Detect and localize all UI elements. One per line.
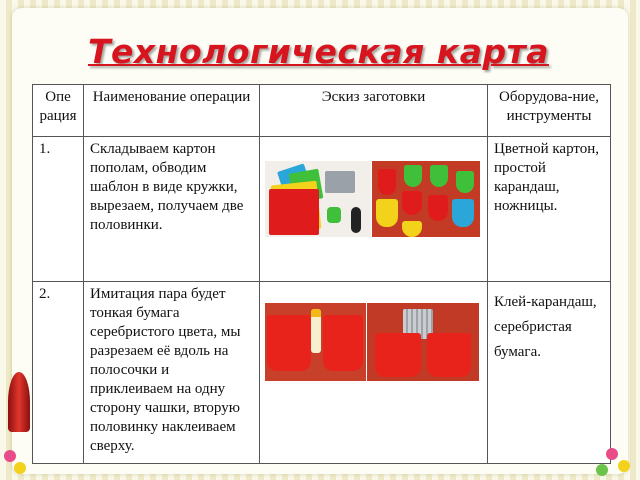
row-description: Складываем картон пополам, обводим шаблон в виде кружки, вырезаем, получаем две половинки. (84, 137, 260, 282)
sketch-photo-cup-with-foil (367, 303, 479, 381)
sketch-photo-cup-with-glue (265, 303, 366, 381)
lamp-decoration (8, 372, 30, 432)
row-number: 2. (33, 282, 84, 464)
row-sketch (260, 137, 488, 282)
flower-border-decoration (0, 440, 640, 480)
header-tools: Оборудова-ние, инструменты (488, 85, 611, 137)
table-row (33, 137, 611, 282)
header-name: Наименование операции (84, 85, 260, 137)
row-number: 1. (33, 137, 84, 282)
row-tools: Цветной картон, простой карандаш, ножницы. (488, 137, 611, 282)
row-tools: Клей-карандаш, серебристая бумага. (488, 282, 611, 464)
table-row (33, 282, 611, 464)
sketch-photo-cups (372, 161, 480, 237)
sketch-photo-cardboard (265, 161, 371, 237)
page-title: Технологическая карта (88, 32, 549, 71)
header-operation: Опе рация (33, 85, 84, 137)
row-description: Имитация пара будет тонкая бумага серебристого цвета, мы разрезаем её вдоль на полосочки и приклеиваем на одну сторону чашки, вторую половинку наклеиваем сверху. (84, 282, 260, 464)
table-header-row (33, 85, 611, 137)
header-sketch: Эскиз заготовки (260, 85, 488, 137)
technology-map-table (32, 84, 611, 464)
row-sketch (260, 282, 488, 464)
